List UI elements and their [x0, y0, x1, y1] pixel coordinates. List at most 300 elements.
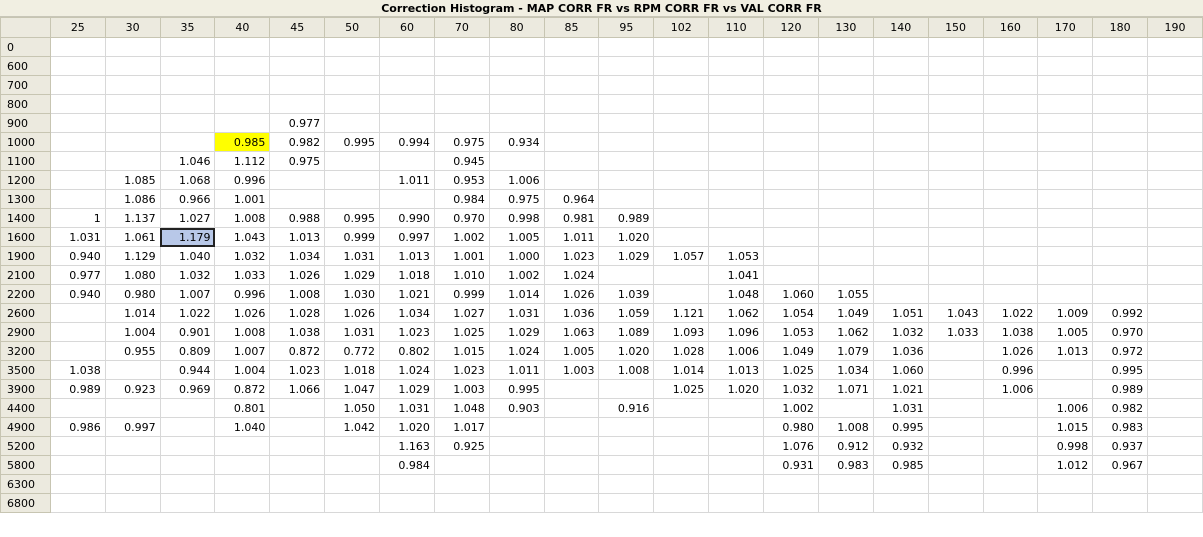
histogram-cell[interactable] — [983, 494, 1038, 513]
histogram-cell[interactable]: 0.984 — [380, 456, 435, 475]
histogram-cell[interactable] — [928, 133, 983, 152]
histogram-cell[interactable] — [50, 323, 105, 342]
histogram-cell[interactable]: 1.004 — [215, 361, 270, 380]
histogram-cell[interactable]: 1.053 — [764, 323, 819, 342]
histogram-cell[interactable]: 1.023 — [544, 247, 599, 266]
histogram-cell[interactable] — [215, 38, 270, 57]
row-header[interactable]: 2600 — [1, 304, 51, 323]
column-header[interactable]: 95 — [599, 18, 654, 38]
histogram-cell[interactable] — [764, 38, 819, 57]
histogram-cell[interactable] — [160, 57, 215, 76]
histogram-cell[interactable] — [818, 76, 873, 95]
histogram-cell[interactable]: 0.912 — [818, 437, 873, 456]
histogram-cell[interactable] — [818, 190, 873, 209]
row-header[interactable]: 1000 — [1, 133, 51, 152]
histogram-cell[interactable] — [818, 247, 873, 266]
histogram-cell[interactable]: 1.008 — [270, 285, 325, 304]
histogram-cell[interactable] — [1148, 342, 1203, 361]
histogram-cell[interactable] — [50, 399, 105, 418]
histogram-cell[interactable] — [983, 57, 1038, 76]
histogram-cell[interactable] — [270, 171, 325, 190]
histogram-cell[interactable] — [654, 76, 709, 95]
row-header[interactable]: 1400 — [1, 209, 51, 228]
histogram-cell[interactable]: 0.983 — [1093, 418, 1148, 437]
column-header[interactable]: 102 — [654, 18, 709, 38]
histogram-cell[interactable]: 1.029 — [325, 266, 380, 285]
histogram-cell[interactable]: 1.121 — [654, 304, 709, 323]
histogram-cell[interactable] — [215, 57, 270, 76]
histogram-cell[interactable]: 0.990 — [380, 209, 435, 228]
histogram-cell[interactable] — [764, 494, 819, 513]
histogram-cell[interactable] — [599, 76, 654, 95]
histogram-cell[interactable] — [873, 133, 928, 152]
row-header[interactable]: 1900 — [1, 247, 51, 266]
histogram-cell[interactable] — [764, 475, 819, 494]
histogram-cell[interactable] — [434, 95, 489, 114]
histogram-cell[interactable]: 1.015 — [1038, 418, 1093, 437]
row-header[interactable]: 4900 — [1, 418, 51, 437]
row-header[interactable]: 1100 — [1, 152, 51, 171]
row-header[interactable]: 600 — [1, 57, 51, 76]
histogram-cell[interactable] — [709, 456, 764, 475]
histogram-cell[interactable]: 0.970 — [1093, 323, 1148, 342]
histogram-cell[interactable] — [709, 437, 764, 456]
histogram-cell[interactable] — [105, 133, 160, 152]
row-header[interactable]: 0 — [1, 38, 51, 57]
histogram-cell[interactable] — [160, 456, 215, 475]
histogram-cell[interactable]: 1.093 — [654, 323, 709, 342]
histogram-cell[interactable]: 1.047 — [325, 380, 380, 399]
histogram-cell[interactable] — [873, 171, 928, 190]
histogram-cell[interactable]: 1.038 — [50, 361, 105, 380]
histogram-cell[interactable] — [544, 494, 599, 513]
histogram-cell[interactable] — [1148, 399, 1203, 418]
histogram-cell[interactable]: 1.112 — [215, 152, 270, 171]
histogram-cell[interactable] — [489, 76, 544, 95]
histogram-cell[interactable] — [818, 171, 873, 190]
histogram-cell[interactable] — [654, 456, 709, 475]
histogram-cell[interactable] — [654, 95, 709, 114]
histogram-cell[interactable]: 1.025 — [764, 361, 819, 380]
histogram-cell[interactable] — [215, 437, 270, 456]
histogram-cell[interactable] — [1038, 361, 1093, 380]
histogram-cell[interactable] — [1093, 38, 1148, 57]
histogram-cell[interactable]: 0.983 — [818, 456, 873, 475]
histogram-cell[interactable]: 1.031 — [325, 323, 380, 342]
histogram-cell[interactable]: 1.006 — [1038, 399, 1093, 418]
histogram-cell[interactable]: 0.980 — [105, 285, 160, 304]
histogram-cell[interactable] — [709, 152, 764, 171]
histogram-cell[interactable] — [873, 114, 928, 133]
histogram-cell[interactable]: 0.998 — [1038, 437, 1093, 456]
histogram-cell[interactable]: 0.996 — [215, 171, 270, 190]
histogram-cell[interactable] — [928, 209, 983, 228]
histogram-cell[interactable]: 1.013 — [380, 247, 435, 266]
histogram-cell[interactable] — [764, 76, 819, 95]
histogram-cell[interactable]: 1.039 — [599, 285, 654, 304]
histogram-cell[interactable] — [1148, 171, 1203, 190]
histogram-cell[interactable]: 1.089 — [599, 323, 654, 342]
histogram-cell[interactable] — [544, 38, 599, 57]
histogram-cell[interactable] — [1038, 95, 1093, 114]
histogram-cell[interactable] — [873, 247, 928, 266]
histogram-cell[interactable]: 1.053 — [709, 247, 764, 266]
histogram-cell[interactable] — [1148, 228, 1203, 247]
histogram-cell[interactable] — [1148, 114, 1203, 133]
histogram-cell[interactable] — [105, 361, 160, 380]
histogram-cell[interactable] — [325, 95, 380, 114]
histogram-cell[interactable] — [983, 190, 1038, 209]
histogram-cell[interactable] — [270, 38, 325, 57]
histogram-cell[interactable]: 1.028 — [654, 342, 709, 361]
histogram-cell[interactable]: 1.032 — [215, 247, 270, 266]
histogram-cell[interactable]: 0.995 — [325, 133, 380, 152]
histogram-cell[interactable] — [1093, 57, 1148, 76]
column-header[interactable]: 60 — [380, 18, 435, 38]
histogram-cell[interactable]: 1.010 — [434, 266, 489, 285]
histogram-cell[interactable] — [654, 209, 709, 228]
histogram-cell[interactable] — [873, 494, 928, 513]
histogram-cell[interactable] — [50, 190, 105, 209]
histogram-cell[interactable]: 1.137 — [105, 209, 160, 228]
histogram-cell[interactable] — [489, 494, 544, 513]
row-header[interactable]: 2900 — [1, 323, 51, 342]
histogram-cell[interactable]: 1.032 — [160, 266, 215, 285]
histogram-cell[interactable] — [544, 114, 599, 133]
histogram-cell[interactable]: 1.020 — [380, 418, 435, 437]
histogram-cell[interactable]: 1.005 — [544, 342, 599, 361]
histogram-cell[interactable] — [1148, 133, 1203, 152]
histogram-cell[interactable] — [1148, 304, 1203, 323]
histogram-cell[interactable] — [1148, 247, 1203, 266]
histogram-cell[interactable]: 1.085 — [105, 171, 160, 190]
histogram-cell[interactable] — [709, 475, 764, 494]
histogram-cell[interactable] — [434, 76, 489, 95]
histogram-cell[interactable]: 1.023 — [434, 361, 489, 380]
row-header[interactable]: 2200 — [1, 285, 51, 304]
histogram-cell[interactable]: 1.038 — [983, 323, 1038, 342]
histogram-cell[interactable]: 1.048 — [709, 285, 764, 304]
histogram-cell[interactable] — [1038, 266, 1093, 285]
histogram-cell[interactable]: 1.061 — [105, 228, 160, 247]
histogram-cell[interactable] — [1148, 437, 1203, 456]
histogram-cell[interactable] — [215, 475, 270, 494]
histogram-cell[interactable] — [544, 380, 599, 399]
histogram-cell[interactable]: 1.031 — [873, 399, 928, 418]
histogram-cell[interactable] — [50, 171, 105, 190]
histogram-cell[interactable]: 1.022 — [983, 304, 1038, 323]
histogram-cell[interactable] — [1093, 114, 1148, 133]
histogram-cell[interactable] — [1093, 247, 1148, 266]
histogram-cell[interactable] — [270, 190, 325, 209]
histogram-cell[interactable] — [983, 152, 1038, 171]
column-header[interactable]: 110 — [709, 18, 764, 38]
histogram-cell[interactable] — [544, 418, 599, 437]
histogram-cell[interactable]: 1.043 — [215, 228, 270, 247]
row-header[interactable]: 1200 — [1, 171, 51, 190]
histogram-cell[interactable]: 1.008 — [215, 209, 270, 228]
histogram-cell[interactable] — [764, 266, 819, 285]
histogram-cell[interactable]: 1.003 — [434, 380, 489, 399]
histogram-cell[interactable] — [50, 57, 105, 76]
histogram-cell[interactable]: 1.086 — [105, 190, 160, 209]
histogram-cell[interactable] — [709, 228, 764, 247]
histogram-cell[interactable]: 0.925 — [434, 437, 489, 456]
histogram-cell[interactable]: 0.975 — [270, 152, 325, 171]
histogram-cell[interactable]: 0.916 — [599, 399, 654, 418]
histogram-cell[interactable]: 0.996 — [215, 285, 270, 304]
histogram-cell[interactable]: 1.024 — [544, 266, 599, 285]
histogram-cell[interactable] — [380, 475, 435, 494]
row-header[interactable]: 3900 — [1, 380, 51, 399]
histogram-cell[interactable] — [325, 475, 380, 494]
histogram-cell[interactable] — [215, 494, 270, 513]
histogram-cell[interactable]: 1.031 — [50, 228, 105, 247]
column-header[interactable]: 70 — [434, 18, 489, 38]
histogram-cell[interactable]: 0.995 — [1093, 361, 1148, 380]
histogram-cell[interactable]: 1.032 — [764, 380, 819, 399]
histogram-cell[interactable] — [599, 475, 654, 494]
histogram-cell[interactable] — [434, 456, 489, 475]
histogram-cell[interactable] — [50, 152, 105, 171]
histogram-cell[interactable]: 1 — [50, 209, 105, 228]
histogram-cell[interactable]: 1.026 — [325, 304, 380, 323]
histogram-cell[interactable] — [654, 57, 709, 76]
histogram-cell[interactable]: 1.071 — [818, 380, 873, 399]
histogram-cell[interactable] — [50, 494, 105, 513]
histogram-cell[interactable]: 1.027 — [434, 304, 489, 323]
histogram-cell[interactable] — [105, 437, 160, 456]
histogram-cell[interactable]: 1.060 — [764, 285, 819, 304]
histogram-cell[interactable] — [983, 95, 1038, 114]
histogram-cell[interactable] — [1148, 57, 1203, 76]
histogram-cell[interactable] — [105, 456, 160, 475]
histogram-cell[interactable]: 1.004 — [105, 323, 160, 342]
histogram-cell[interactable] — [983, 247, 1038, 266]
histogram-cell[interactable] — [215, 76, 270, 95]
histogram-cell[interactable] — [654, 285, 709, 304]
histogram-cell[interactable]: 1.057 — [654, 247, 709, 266]
histogram-cell[interactable] — [928, 361, 983, 380]
histogram-cell[interactable]: 1.025 — [654, 380, 709, 399]
histogram-cell[interactable] — [215, 114, 270, 133]
histogram-cell[interactable] — [873, 57, 928, 76]
histogram-cell[interactable] — [599, 494, 654, 513]
row-header[interactable]: 800 — [1, 95, 51, 114]
histogram-cell[interactable]: 1.060 — [873, 361, 928, 380]
histogram-cell[interactable] — [928, 228, 983, 247]
histogram-cell[interactable]: 1.015 — [434, 342, 489, 361]
histogram-cell[interactable] — [1093, 76, 1148, 95]
histogram-cell[interactable]: 1.005 — [1038, 323, 1093, 342]
histogram-cell[interactable] — [928, 95, 983, 114]
histogram-cell[interactable]: 1.007 — [215, 342, 270, 361]
histogram-cell[interactable] — [215, 456, 270, 475]
histogram-cell[interactable]: 1.063 — [544, 323, 599, 342]
histogram-cell[interactable]: 0.967 — [1093, 456, 1148, 475]
histogram-cell[interactable]: 0.931 — [764, 456, 819, 475]
histogram-cell[interactable] — [1148, 38, 1203, 57]
histogram-cell[interactable]: 0.809 — [160, 342, 215, 361]
histogram-cell[interactable] — [270, 399, 325, 418]
histogram-cell[interactable] — [873, 285, 928, 304]
histogram-cell[interactable] — [160, 475, 215, 494]
histogram-cell[interactable] — [105, 76, 160, 95]
histogram-cell[interactable] — [325, 494, 380, 513]
histogram-cell[interactable] — [654, 133, 709, 152]
histogram-cell[interactable]: 1.023 — [270, 361, 325, 380]
histogram-cell[interactable] — [380, 57, 435, 76]
histogram-cell[interactable] — [764, 95, 819, 114]
histogram-cell[interactable] — [928, 285, 983, 304]
column-header[interactable]: 150 — [928, 18, 983, 38]
histogram-cell[interactable] — [489, 57, 544, 76]
histogram-cell[interactable] — [599, 456, 654, 475]
histogram-cell[interactable] — [928, 399, 983, 418]
histogram-cell[interactable]: 1.036 — [873, 342, 928, 361]
histogram-cell[interactable]: 0.995 — [489, 380, 544, 399]
histogram-cell[interactable] — [544, 171, 599, 190]
histogram-cell[interactable]: 1.034 — [818, 361, 873, 380]
histogram-cell[interactable] — [1093, 209, 1148, 228]
histogram-cell[interactable] — [380, 152, 435, 171]
histogram-cell[interactable] — [818, 209, 873, 228]
histogram-cell[interactable]: 1.013 — [1038, 342, 1093, 361]
histogram-cell[interactable]: 1.014 — [105, 304, 160, 323]
histogram-cell[interactable]: 1.002 — [764, 399, 819, 418]
histogram-cell[interactable]: 0.986 — [50, 418, 105, 437]
histogram-cell[interactable] — [1093, 190, 1148, 209]
histogram-cell[interactable] — [1093, 266, 1148, 285]
histogram-cell[interactable] — [270, 418, 325, 437]
histogram-cell[interactable]: 0.972 — [1093, 342, 1148, 361]
histogram-cell[interactable]: 1.011 — [380, 171, 435, 190]
histogram-cell[interactable] — [1038, 209, 1093, 228]
histogram-cell[interactable] — [764, 114, 819, 133]
histogram-cell[interactable] — [1148, 323, 1203, 342]
histogram-cell[interactable] — [764, 190, 819, 209]
histogram-cell[interactable] — [928, 57, 983, 76]
histogram-cell[interactable]: 0.989 — [50, 380, 105, 399]
histogram-cell[interactable]: 0.996 — [983, 361, 1038, 380]
histogram-cell[interactable] — [1148, 209, 1203, 228]
histogram-cell[interactable]: 1.013 — [709, 361, 764, 380]
histogram-cell[interactable] — [380, 190, 435, 209]
histogram-cell[interactable] — [983, 266, 1038, 285]
histogram-cell[interactable] — [160, 76, 215, 95]
histogram-cell[interactable]: 1.059 — [599, 304, 654, 323]
histogram-cell[interactable] — [1093, 228, 1148, 247]
histogram-cell[interactable] — [380, 38, 435, 57]
row-header[interactable]: 900 — [1, 114, 51, 133]
histogram-cell[interactable]: 0.995 — [873, 418, 928, 437]
histogram-cell[interactable] — [709, 114, 764, 133]
histogram-cell[interactable]: 0.997 — [105, 418, 160, 437]
histogram-cell[interactable] — [489, 418, 544, 437]
histogram-cell[interactable] — [709, 95, 764, 114]
histogram-cell[interactable]: 1.013 — [270, 228, 325, 247]
histogram-cell[interactable] — [928, 494, 983, 513]
histogram-cell[interactable] — [489, 152, 544, 171]
histogram-cell[interactable] — [873, 266, 928, 285]
histogram-cell[interactable]: 1.062 — [709, 304, 764, 323]
histogram-grid[interactable] — [0, 17, 1203, 513]
histogram-cell[interactable] — [1148, 266, 1203, 285]
histogram-cell[interactable]: 0.969 — [160, 380, 215, 399]
histogram-cell[interactable] — [983, 418, 1038, 437]
row-header[interactable]: 6300 — [1, 475, 51, 494]
column-header[interactable]: 40 — [215, 18, 270, 38]
histogram-cell[interactable] — [983, 228, 1038, 247]
histogram-cell[interactable] — [873, 475, 928, 494]
histogram-cell[interactable]: 1.011 — [544, 228, 599, 247]
histogram-cell[interactable]: 1.055 — [818, 285, 873, 304]
histogram-cell[interactable]: 1.022 — [160, 304, 215, 323]
histogram-cell[interactable]: 0.940 — [50, 247, 105, 266]
histogram-cell[interactable] — [1093, 475, 1148, 494]
histogram-cell[interactable] — [928, 342, 983, 361]
histogram-cell[interactable] — [215, 95, 270, 114]
histogram-cell[interactable] — [709, 399, 764, 418]
histogram-cell[interactable]: 1.017 — [434, 418, 489, 437]
histogram-cell[interactable]: 1.076 — [764, 437, 819, 456]
histogram-cell[interactable] — [1038, 494, 1093, 513]
histogram-cell[interactable] — [983, 456, 1038, 475]
histogram-cell[interactable]: 1.033 — [215, 266, 270, 285]
histogram-cell[interactable]: 1.021 — [873, 380, 928, 399]
histogram-cell[interactable] — [928, 38, 983, 57]
histogram-cell[interactable] — [599, 437, 654, 456]
column-header[interactable]: 25 — [50, 18, 105, 38]
histogram-cell[interactable] — [50, 342, 105, 361]
histogram-cell[interactable]: 0.903 — [489, 399, 544, 418]
histogram-cell[interactable] — [709, 133, 764, 152]
histogram-cell[interactable] — [928, 114, 983, 133]
histogram-cell[interactable] — [599, 418, 654, 437]
histogram-cell[interactable] — [928, 152, 983, 171]
histogram-cell[interactable]: 1.005 — [489, 228, 544, 247]
histogram-cell[interactable] — [1038, 76, 1093, 95]
histogram-cell[interactable]: 1.002 — [434, 228, 489, 247]
histogram-cell[interactable] — [1038, 475, 1093, 494]
histogram-cell[interactable] — [325, 76, 380, 95]
histogram-cell[interactable] — [544, 437, 599, 456]
histogram-cell[interactable]: 1.040 — [215, 418, 270, 437]
histogram-cell[interactable] — [983, 285, 1038, 304]
histogram-cell[interactable]: 0.999 — [434, 285, 489, 304]
histogram-cell[interactable]: 1.049 — [764, 342, 819, 361]
histogram-cell[interactable] — [325, 456, 380, 475]
histogram-cell[interactable] — [983, 38, 1038, 57]
row-header[interactable]: 2100 — [1, 266, 51, 285]
histogram-cell[interactable] — [654, 475, 709, 494]
histogram-cell[interactable] — [1038, 38, 1093, 57]
histogram-cell[interactable] — [983, 114, 1038, 133]
histogram-cell[interactable] — [654, 494, 709, 513]
histogram-cell[interactable] — [654, 190, 709, 209]
histogram-cell[interactable] — [654, 418, 709, 437]
histogram-cell[interactable] — [983, 171, 1038, 190]
histogram-cell[interactable]: 0.801 — [215, 399, 270, 418]
histogram-cell[interactable] — [544, 95, 599, 114]
histogram-cell[interactable]: 1.034 — [380, 304, 435, 323]
column-header[interactable]: 160 — [983, 18, 1038, 38]
histogram-cell[interactable] — [489, 437, 544, 456]
histogram-cell[interactable] — [873, 209, 928, 228]
row-header[interactable]: 700 — [1, 76, 51, 95]
histogram-cell[interactable] — [983, 437, 1038, 456]
histogram-cell[interactable] — [654, 114, 709, 133]
